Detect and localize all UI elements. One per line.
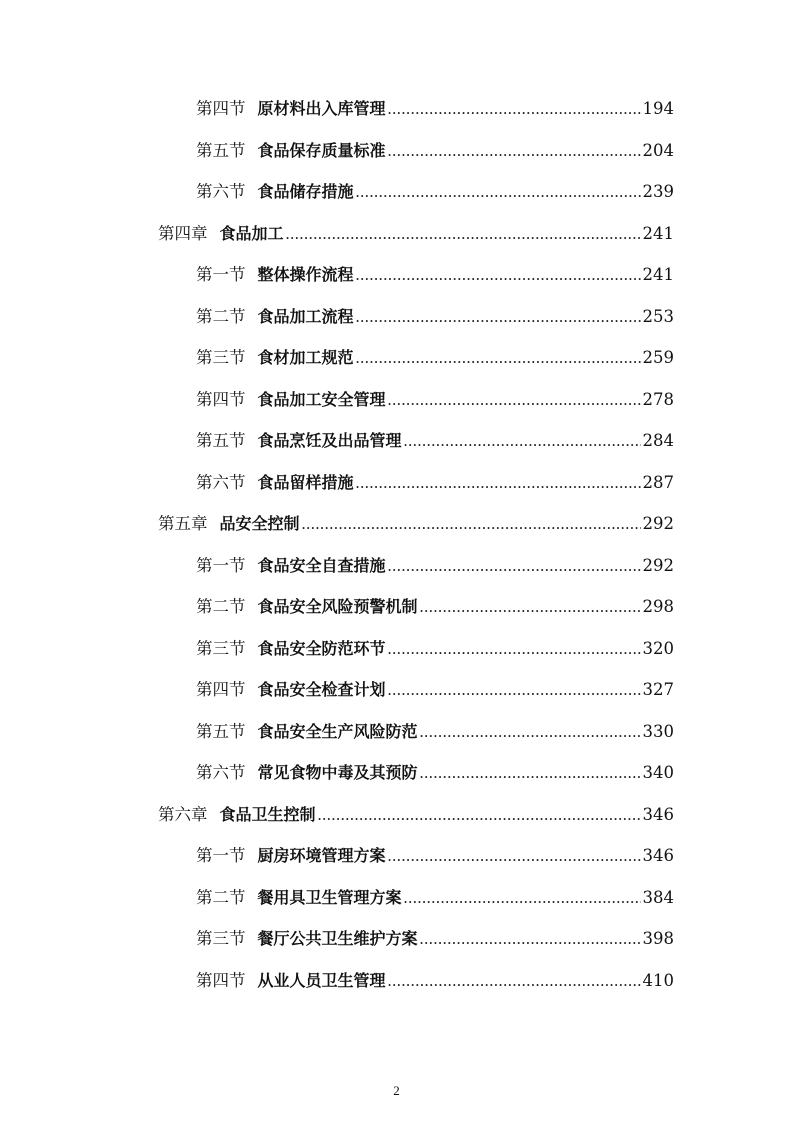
toc-entry-label: 第三节 (196, 929, 246, 948)
toc-entry-page: 327 (642, 680, 674, 699)
toc-entry[interactable] (196, 635, 674, 663)
dot-leader (356, 344, 641, 372)
toc-chapter-label: 第五章 (158, 514, 208, 533)
toc-entry-label: 第四节 (196, 390, 246, 409)
dot-leader (388, 95, 641, 123)
dot-leader (420, 759, 641, 787)
toc-entry[interactable] (196, 137, 674, 165)
toc-chapter[interactable] (158, 510, 674, 538)
toc-entry[interactable] (196, 552, 674, 580)
toc-chapter-page: 292 (642, 514, 674, 533)
dot-leader (302, 510, 641, 538)
toc-entry-page: 346 (642, 846, 674, 865)
toc-entry[interactable] (196, 427, 674, 455)
dot-leader (420, 593, 641, 621)
dot-leader (388, 842, 641, 870)
toc-entry-label: 第二节 (196, 307, 246, 326)
toc-entry[interactable] (196, 95, 674, 123)
toc-entry-page: 253 (642, 307, 674, 326)
toc-entry-title: 食品安全生产风险防范 (257, 722, 418, 741)
toc-entry-title: 食品安全防范环节 (257, 639, 386, 658)
dot-leader (356, 178, 641, 206)
toc-chapter-title: 食品卫生控制 (219, 805, 316, 824)
toc-entry-page: 340 (642, 763, 674, 782)
toc-entry[interactable] (196, 386, 674, 414)
toc-entry-page: 384 (642, 888, 674, 907)
toc-entry-title: 食品加工流程 (257, 307, 354, 326)
toc-chapter-page: 241 (642, 224, 674, 243)
toc-chapter-label: 第六章 (158, 805, 208, 824)
dot-leader (388, 967, 641, 995)
toc-entry-label: 第五节 (196, 141, 246, 160)
dot-leader (404, 884, 641, 912)
toc-entry[interactable] (196, 303, 674, 331)
toc-entry-page: 241 (642, 265, 674, 284)
toc-entry-page: 194 (642, 99, 674, 118)
toc-entry-page: 320 (642, 639, 674, 658)
toc-entry-title: 食品安全检查计划 (257, 680, 386, 699)
toc-entry-label: 第六节 (196, 763, 246, 782)
toc-entry-page: 284 (642, 431, 674, 450)
toc-entry-label: 第五节 (196, 431, 246, 450)
toc-entry-title: 食品留样措施 (257, 473, 354, 492)
toc-entry-label: 第六节 (196, 182, 246, 201)
toc-entry[interactable] (196, 344, 674, 372)
dot-leader (388, 552, 641, 580)
toc-entry-label: 第四节 (196, 99, 246, 118)
toc-entry-label: 第四节 (196, 680, 246, 699)
toc-entry-title: 食材加工规范 (257, 348, 354, 367)
toc-entry-title: 常见食物中毒及其预防 (257, 763, 418, 782)
toc-entry-title: 食品烹饪及出品管理 (257, 431, 402, 450)
toc-entry-label: 第三节 (196, 348, 246, 367)
toc-entry-label: 第四节 (196, 971, 246, 990)
toc-entry-label: 第一节 (196, 846, 246, 865)
dot-leader (286, 220, 641, 248)
toc-entry-title: 食品安全自查措施 (257, 556, 386, 575)
toc-entry-page: 259 (642, 348, 674, 367)
dot-leader (388, 386, 641, 414)
toc-entry[interactable] (196, 593, 674, 621)
toc-entry[interactable] (196, 925, 674, 953)
dot-leader (420, 718, 641, 746)
toc-entry-title: 食品加工安全管理 (257, 390, 386, 409)
dot-leader (388, 635, 641, 663)
toc-entry-title: 整体操作流程 (257, 265, 354, 284)
toc-entry-page: 287 (642, 473, 674, 492)
toc-entry[interactable] (196, 469, 674, 497)
dot-leader (388, 137, 641, 165)
toc-entry[interactable] (196, 676, 674, 704)
toc-entry-label: 第二节 (196, 597, 246, 616)
toc-entry-page: 298 (642, 597, 674, 616)
toc-entry[interactable] (196, 261, 674, 289)
toc-chapter[interactable] (158, 220, 674, 248)
toc-entry-page: 398 (642, 929, 674, 948)
toc-chapter[interactable] (158, 801, 674, 829)
toc-entry-title: 餐厅公共卫生维护方案 (257, 929, 418, 948)
toc-entry-label: 第一节 (196, 556, 246, 575)
dot-leader (356, 303, 641, 331)
toc-entry-label: 第一节 (196, 265, 246, 284)
toc-entry-page: 204 (642, 141, 674, 160)
toc-entry[interactable] (196, 178, 674, 206)
toc-entry-title: 食品安全风险预警机制 (257, 597, 418, 616)
toc-entry-title: 从业人员卫生管理 (257, 971, 386, 990)
toc-entry[interactable] (196, 759, 674, 787)
toc-entry-label: 第三节 (196, 639, 246, 658)
toc-entry[interactable] (196, 718, 674, 746)
toc-chapter-title: 品安全控制 (219, 514, 300, 533)
toc-entry-title: 食品保存质量标准 (257, 141, 386, 160)
toc-entry-page: 278 (642, 390, 674, 409)
toc-entry-page: 330 (642, 722, 674, 741)
dot-leader (420, 925, 641, 953)
page-number: 2 (393, 1083, 400, 1098)
toc-chapter-label: 第四章 (158, 224, 208, 243)
toc-chapter-title: 食品加工 (219, 224, 284, 243)
toc-entry-label: 第六节 (196, 473, 246, 492)
toc-entry-label: 第二节 (196, 888, 246, 907)
dot-leader (318, 801, 641, 829)
toc-entry-page: 410 (642, 971, 674, 990)
dot-leader (356, 261, 641, 289)
toc-entry[interactable] (196, 884, 674, 912)
toc-entry-page: 239 (642, 182, 674, 201)
dot-leader (356, 469, 641, 497)
toc-entry-page: 292 (642, 556, 674, 575)
toc-entry-title: 餐用具卫生管理方案 (257, 888, 402, 907)
toc-entry-label: 第五节 (196, 722, 246, 741)
dot-leader (388, 676, 641, 704)
toc-entry-title: 厨房环境管理方案 (257, 846, 386, 865)
toc-entry-title: 食品储存措施 (257, 182, 354, 201)
toc-entry-title: 原材料出入库管理 (257, 99, 386, 118)
dot-leader (404, 427, 641, 455)
toc-entry[interactable] (196, 842, 674, 870)
toc-entry[interactable] (196, 967, 674, 995)
toc-chapter-page: 346 (642, 805, 674, 824)
